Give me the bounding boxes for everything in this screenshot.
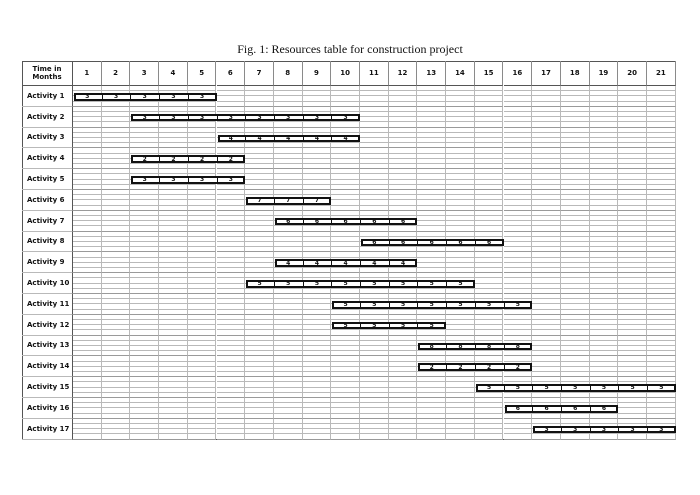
bar-divider xyxy=(475,363,476,371)
grid-cell xyxy=(360,434,389,439)
bar-divider xyxy=(504,343,505,351)
bar-divider xyxy=(188,93,189,101)
resource-value: 7 xyxy=(314,197,320,205)
bar-divider xyxy=(331,280,332,288)
bar-divider xyxy=(446,280,447,288)
activity-label: Activity 2 xyxy=(22,107,73,128)
grid-cell xyxy=(504,434,533,439)
grid-cell xyxy=(245,434,274,439)
bar-divider xyxy=(331,114,332,122)
grid-cell xyxy=(532,434,561,439)
month-header: 10 xyxy=(331,61,360,86)
bar-divider xyxy=(446,343,447,351)
month-header: 2 xyxy=(102,61,131,86)
resource-value: 4 xyxy=(228,134,233,142)
resource-value: 3 xyxy=(544,426,549,434)
resource-value: 6 xyxy=(372,238,377,246)
resource-value: 5 xyxy=(487,384,492,392)
resource-value: 2 xyxy=(429,363,434,371)
bar-divider xyxy=(217,176,218,184)
bar-divider xyxy=(618,426,619,434)
resource-value: 5 xyxy=(630,384,635,392)
resource-value: 6 xyxy=(515,405,520,413)
resource-value: 3 xyxy=(314,114,320,122)
resource-value: 3 xyxy=(171,93,176,101)
bar-divider xyxy=(417,301,418,309)
bar-divider xyxy=(504,384,505,392)
resource-value: 5 xyxy=(286,280,291,288)
bar-divider xyxy=(159,93,160,101)
resource-value: 6 xyxy=(487,238,492,246)
bar-divider xyxy=(303,259,304,267)
bar-divider xyxy=(303,218,304,226)
bar-divider xyxy=(245,114,246,122)
bar-divider xyxy=(360,259,361,267)
resource-value: 5 xyxy=(400,322,406,330)
resource-value: 3 xyxy=(257,114,262,122)
bar-divider xyxy=(590,405,591,413)
month-header: 17 xyxy=(532,61,561,86)
bar-divider xyxy=(331,259,332,267)
month-header: 19 xyxy=(590,61,619,86)
month-header: 5 xyxy=(188,61,217,86)
activity-label: Activity 16 xyxy=(22,398,73,419)
resource-value: 7 xyxy=(257,197,262,205)
resource-value: 6 xyxy=(372,218,377,226)
resource-value: 8 xyxy=(487,342,492,350)
resource-value: 3 xyxy=(573,426,578,434)
grid-cell xyxy=(188,434,217,439)
bar-divider xyxy=(475,343,476,351)
resource-value: 3 xyxy=(200,114,205,122)
resource-value: 3 xyxy=(630,426,635,434)
resources-table xyxy=(22,61,677,448)
resource-value: 5 xyxy=(343,301,348,309)
bar-divider xyxy=(417,280,418,288)
resource-value: 5 xyxy=(515,384,520,392)
resource-value: 5 xyxy=(487,301,492,309)
activity-label: Activity 3 xyxy=(22,128,73,149)
resource-value: 6 xyxy=(286,218,291,226)
resource-value: 5 xyxy=(400,301,406,309)
bar-divider xyxy=(417,322,418,330)
bar-divider xyxy=(561,426,562,434)
resource-value: 4 xyxy=(314,134,320,142)
resource-value: 6 xyxy=(400,238,406,246)
bar-divider xyxy=(360,301,361,309)
resource-value: 3 xyxy=(142,176,147,184)
resource-value: 5 xyxy=(372,301,377,309)
resource-value: 2 xyxy=(458,363,463,371)
grid-cell xyxy=(73,434,102,439)
grid-cell xyxy=(389,434,418,439)
bar-divider xyxy=(274,114,275,122)
resource-value: 3 xyxy=(343,114,348,122)
resource-value: 3 xyxy=(171,114,176,122)
activity-label: Activity 10 xyxy=(22,273,73,294)
bar-divider xyxy=(217,114,218,122)
month-header: 14 xyxy=(446,61,475,86)
resource-value: 5 xyxy=(429,322,434,330)
resource-value: 3 xyxy=(142,114,147,122)
month-header: 1 xyxy=(73,61,102,86)
resource-value: 3 xyxy=(228,176,233,184)
grid-cell xyxy=(102,434,131,439)
bar-divider xyxy=(446,363,447,371)
resource-value: 5 xyxy=(458,301,463,309)
resource-value: 3 xyxy=(228,114,233,122)
resource-value: 2 xyxy=(487,363,492,371)
resource-value: 3 xyxy=(142,93,147,101)
resource-value: 4 xyxy=(343,259,348,267)
resource-value: 6 xyxy=(343,218,348,226)
activity-label: Activity 4 xyxy=(22,148,73,169)
bar-divider xyxy=(389,301,390,309)
resource-value: 3 xyxy=(601,426,607,434)
month-header: 13 xyxy=(417,61,446,86)
month-header: 8 xyxy=(274,61,303,86)
bar-divider xyxy=(245,135,246,143)
grid-cell xyxy=(475,434,504,439)
activity-label: Activity 6 xyxy=(22,190,73,211)
resource-value: 2 xyxy=(228,155,233,163)
bar-divider xyxy=(561,384,562,392)
resource-value: 6 xyxy=(458,238,463,246)
resource-value: 2 xyxy=(200,155,205,163)
resource-value: 6 xyxy=(400,218,406,226)
bar-divider xyxy=(417,239,418,247)
bar-divider xyxy=(504,363,505,371)
resource-value: 2 xyxy=(142,155,147,163)
resource-value: 5 xyxy=(343,322,348,330)
bar-divider xyxy=(475,301,476,309)
month-header: 21 xyxy=(647,61,676,86)
bar-divider xyxy=(274,197,275,205)
resource-value: 5 xyxy=(343,280,348,288)
activity-label: Activity 5 xyxy=(22,169,73,190)
month-header: 3 xyxy=(130,61,159,86)
grid-cell xyxy=(217,434,246,439)
month-header: 9 xyxy=(303,61,332,86)
bar-divider xyxy=(389,280,390,288)
grid-cell xyxy=(647,434,676,439)
grid-cell xyxy=(303,434,332,439)
month-header: 4 xyxy=(159,61,188,86)
grid-cell xyxy=(618,434,647,439)
bar-divider xyxy=(159,155,160,163)
grid-cell xyxy=(417,434,446,439)
bar-divider xyxy=(618,384,619,392)
month-header: 11 xyxy=(360,61,389,86)
bar-divider xyxy=(274,280,275,288)
resource-value: 3 xyxy=(171,176,176,184)
resource-value: 4 xyxy=(314,259,320,267)
bar-divider xyxy=(647,384,648,392)
bar-divider xyxy=(389,239,390,247)
figure-title: Fig. 1: Resources table for construction project xyxy=(237,42,463,56)
activity-label: Activity 8 xyxy=(22,232,73,253)
month-header: 15 xyxy=(475,61,504,86)
resource-value: 5 xyxy=(659,384,664,392)
month-header: 16 xyxy=(504,61,533,86)
resource-value: 3 xyxy=(113,93,119,101)
activity-label: Activity 13 xyxy=(22,336,73,357)
bar-divider xyxy=(102,93,103,101)
month-header: 12 xyxy=(389,61,418,86)
bar-divider xyxy=(360,280,361,288)
resource-value: 7 xyxy=(286,197,291,205)
resource-value: 4 xyxy=(286,134,291,142)
resource-value: 4 xyxy=(343,134,348,142)
activity-label: Activity 7 xyxy=(22,211,73,232)
resource-value: 8 xyxy=(515,342,520,350)
grid-cell xyxy=(331,434,360,439)
bar-divider xyxy=(188,176,189,184)
bar-divider xyxy=(590,426,591,434)
header-label-cell xyxy=(22,61,73,86)
resource-value: 5 xyxy=(429,301,434,309)
bar-divider xyxy=(504,301,505,309)
bar-divider xyxy=(159,114,160,122)
resource-value: 3 xyxy=(659,426,664,434)
resource-value: 6 xyxy=(314,218,320,226)
resource-value: 3 xyxy=(286,114,291,122)
resource-value: 5 xyxy=(314,280,320,288)
resource-value: 8 xyxy=(429,342,434,350)
grid-cell xyxy=(590,434,619,439)
resource-value: 6 xyxy=(544,405,549,413)
activity-label: Activity 14 xyxy=(22,356,73,377)
resource-value: 3 xyxy=(200,176,205,184)
resource-value: 5 xyxy=(573,384,578,392)
grid-cell xyxy=(274,434,303,439)
resource-value: 2 xyxy=(515,363,520,371)
bar-divider xyxy=(331,135,332,143)
month-header: 6 xyxy=(217,61,246,86)
resource-value: 5 xyxy=(601,384,607,392)
bar-divider xyxy=(389,322,390,330)
grid-cell xyxy=(446,434,475,439)
activity-label: Activity 9 xyxy=(22,252,73,273)
bar-divider xyxy=(446,301,447,309)
bar-divider xyxy=(590,384,591,392)
bar-divider xyxy=(647,426,648,434)
resource-value: 5 xyxy=(257,280,262,288)
bar-divider xyxy=(303,135,304,143)
grid-cell xyxy=(561,434,590,439)
resource-value: 8 xyxy=(458,342,463,350)
activity-label: Activity 17 xyxy=(22,419,73,440)
bar-divider xyxy=(360,322,361,330)
header-label-line: Time in xyxy=(32,65,62,73)
resource-value: 2 xyxy=(171,155,176,163)
resource-value: 5 xyxy=(458,280,463,288)
bar-divider xyxy=(532,384,533,392)
bar-divider xyxy=(561,405,562,413)
resource-value: 3 xyxy=(200,93,205,101)
bar-divider xyxy=(389,259,390,267)
bar-divider xyxy=(188,114,189,122)
resource-value: 5 xyxy=(515,301,520,309)
header-label-line: Months xyxy=(32,73,62,81)
resource-value: 4 xyxy=(372,259,377,267)
resource-value: 4 xyxy=(286,259,291,267)
bar-divider xyxy=(303,280,304,288)
activity-label: Activity 11 xyxy=(22,294,73,315)
bar-divider xyxy=(274,135,275,143)
month-header: 20 xyxy=(618,61,647,86)
resource-value: 6 xyxy=(601,405,607,413)
month-header: 7 xyxy=(245,61,274,86)
resource-value: 5 xyxy=(429,280,434,288)
bar-divider xyxy=(475,239,476,247)
grid-cell xyxy=(159,434,188,439)
resource-value: 3 xyxy=(85,93,90,101)
bar-divider xyxy=(389,218,390,226)
bar-divider xyxy=(188,155,189,163)
resource-value: 5 xyxy=(372,280,377,288)
resource-value: 5 xyxy=(400,280,406,288)
activity-label: Activity 12 xyxy=(22,315,73,336)
bar-divider xyxy=(446,239,447,247)
bar-divider xyxy=(159,176,160,184)
bar-divider xyxy=(303,197,304,205)
bar-divider xyxy=(130,93,131,101)
bar-divider xyxy=(532,405,533,413)
resource-value: 6 xyxy=(573,405,578,413)
resource-value: 5 xyxy=(372,322,377,330)
activity-label: Activity 15 xyxy=(22,377,73,398)
grid-cell xyxy=(130,434,159,439)
resource-value: 6 xyxy=(429,238,434,246)
activity-label: Activity 1 xyxy=(22,86,73,107)
resource-value: 4 xyxy=(400,259,406,267)
resource-value: 4 xyxy=(257,134,262,142)
bar-divider xyxy=(360,218,361,226)
month-header: 18 xyxy=(561,61,590,86)
bar-divider xyxy=(331,218,332,226)
bar-divider xyxy=(303,114,304,122)
resource-value: 5 xyxy=(544,384,549,392)
bar-divider xyxy=(217,155,218,163)
